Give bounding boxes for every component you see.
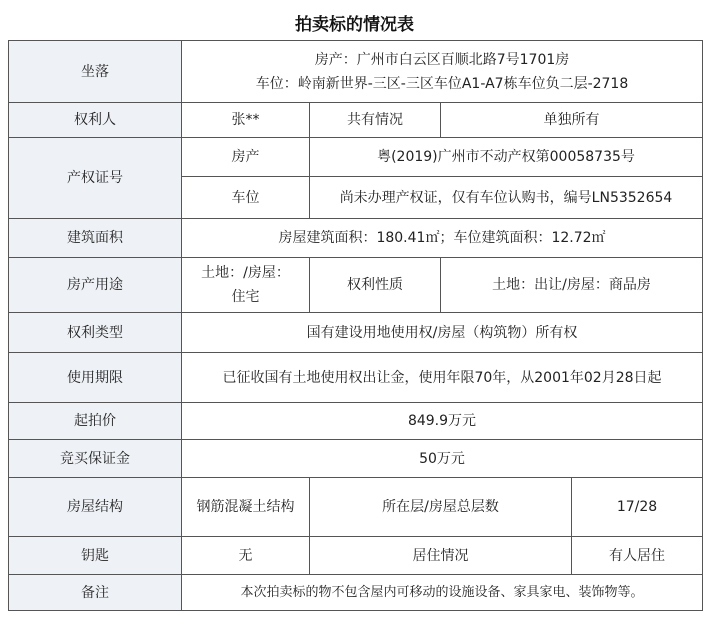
usage-value-line2: 住宅 <box>231 289 260 305</box>
area-label: 建筑面积 <box>9 219 182 258</box>
page-title: 拍卖标的情况表 <box>295 15 414 35</box>
usage-value-line1: 土地：/房屋： <box>201 265 290 281</box>
table-row-usage <box>9 258 703 313</box>
table-row-keys <box>9 537 703 575</box>
table-row-remarks <box>9 575 703 611</box>
certificate-parking-label: 车位 <box>182 177 310 219</box>
structure-value: 钢筋混凝土结构 <box>182 478 310 537</box>
term-value: 已征收国有土地使用权出让金，使用年限70年，从2001年02月28日起 <box>182 353 703 403</box>
occupancy-label: 居住情况 <box>310 537 572 575</box>
co-ownership-value: 单独所有 <box>441 103 703 138</box>
area-value: 房屋建筑面积：180.41㎡；车位建筑面积：12.72㎡ <box>182 219 703 258</box>
term-label: 使用期限 <box>9 353 182 403</box>
right-type-label: 权利类型 <box>9 313 182 353</box>
table-row-owner <box>9 103 703 138</box>
table-row-deposit <box>9 440 703 478</box>
owner-label: 权利人 <box>9 103 182 138</box>
certificate-house-label: 房产 <box>182 138 310 177</box>
certificate-parking-value: 尚未办理产权证，仅有车位认购书，编号LN5352654 <box>310 177 703 219</box>
owner-value: 张** <box>182 103 310 138</box>
usage-label: 房产用途 <box>9 258 182 313</box>
right-nature-value: 土地：出让/房屋：商品房 <box>441 258 703 313</box>
usage-value <box>182 258 310 313</box>
start-price-label: 起拍价 <box>9 403 182 440</box>
right-type-value: 国有建设用地使用权/房屋（构筑物）所有权 <box>182 313 703 353</box>
table-row-location <box>9 41 703 103</box>
table-row-right-type <box>9 313 703 353</box>
structure-label: 房屋结构 <box>9 478 182 537</box>
remarks-value: 本次拍卖标的物不包含屋内可移动的设施设备、家具家电、装饰物等。 <box>182 575 703 611</box>
table-row-term <box>9 353 703 403</box>
deposit-label: 竞买保证金 <box>9 440 182 478</box>
keys-label: 钥匙 <box>9 537 182 575</box>
location-label: 坐落 <box>9 41 182 103</box>
auction-info-table <box>8 40 703 611</box>
co-ownership-label: 共有情况 <box>310 103 441 138</box>
table-row-area <box>9 219 703 258</box>
table-row-certificate-house <box>9 138 703 177</box>
occupancy-value: 有人居住 <box>572 537 703 575</box>
floor-value: 17/28 <box>572 478 703 537</box>
right-nature-label: 权利性质 <box>310 258 441 313</box>
deposit-value: 50万元 <box>182 440 703 478</box>
certificate-label: 产权证号 <box>9 138 182 219</box>
keys-value: 无 <box>182 537 310 575</box>
certificate-house-value: 粤(2019)广州市不动产权第00058735号 <box>310 138 703 177</box>
start-price-value: 849.9万元 <box>182 403 703 440</box>
table-row-structure <box>9 478 703 537</box>
location-parking: 车位：岭南新世界-三区-三区车位A1-A7栋车位负二层-2718 <box>255 75 629 92</box>
table-row-start-price <box>9 403 703 440</box>
location-house: 房产：广州市白云区百顺北路7号1701房 <box>314 51 570 68</box>
floor-label: 所在层/房屋总层数 <box>310 478 572 537</box>
remarks-label: 备注 <box>9 575 182 611</box>
location-value <box>182 41 703 103</box>
